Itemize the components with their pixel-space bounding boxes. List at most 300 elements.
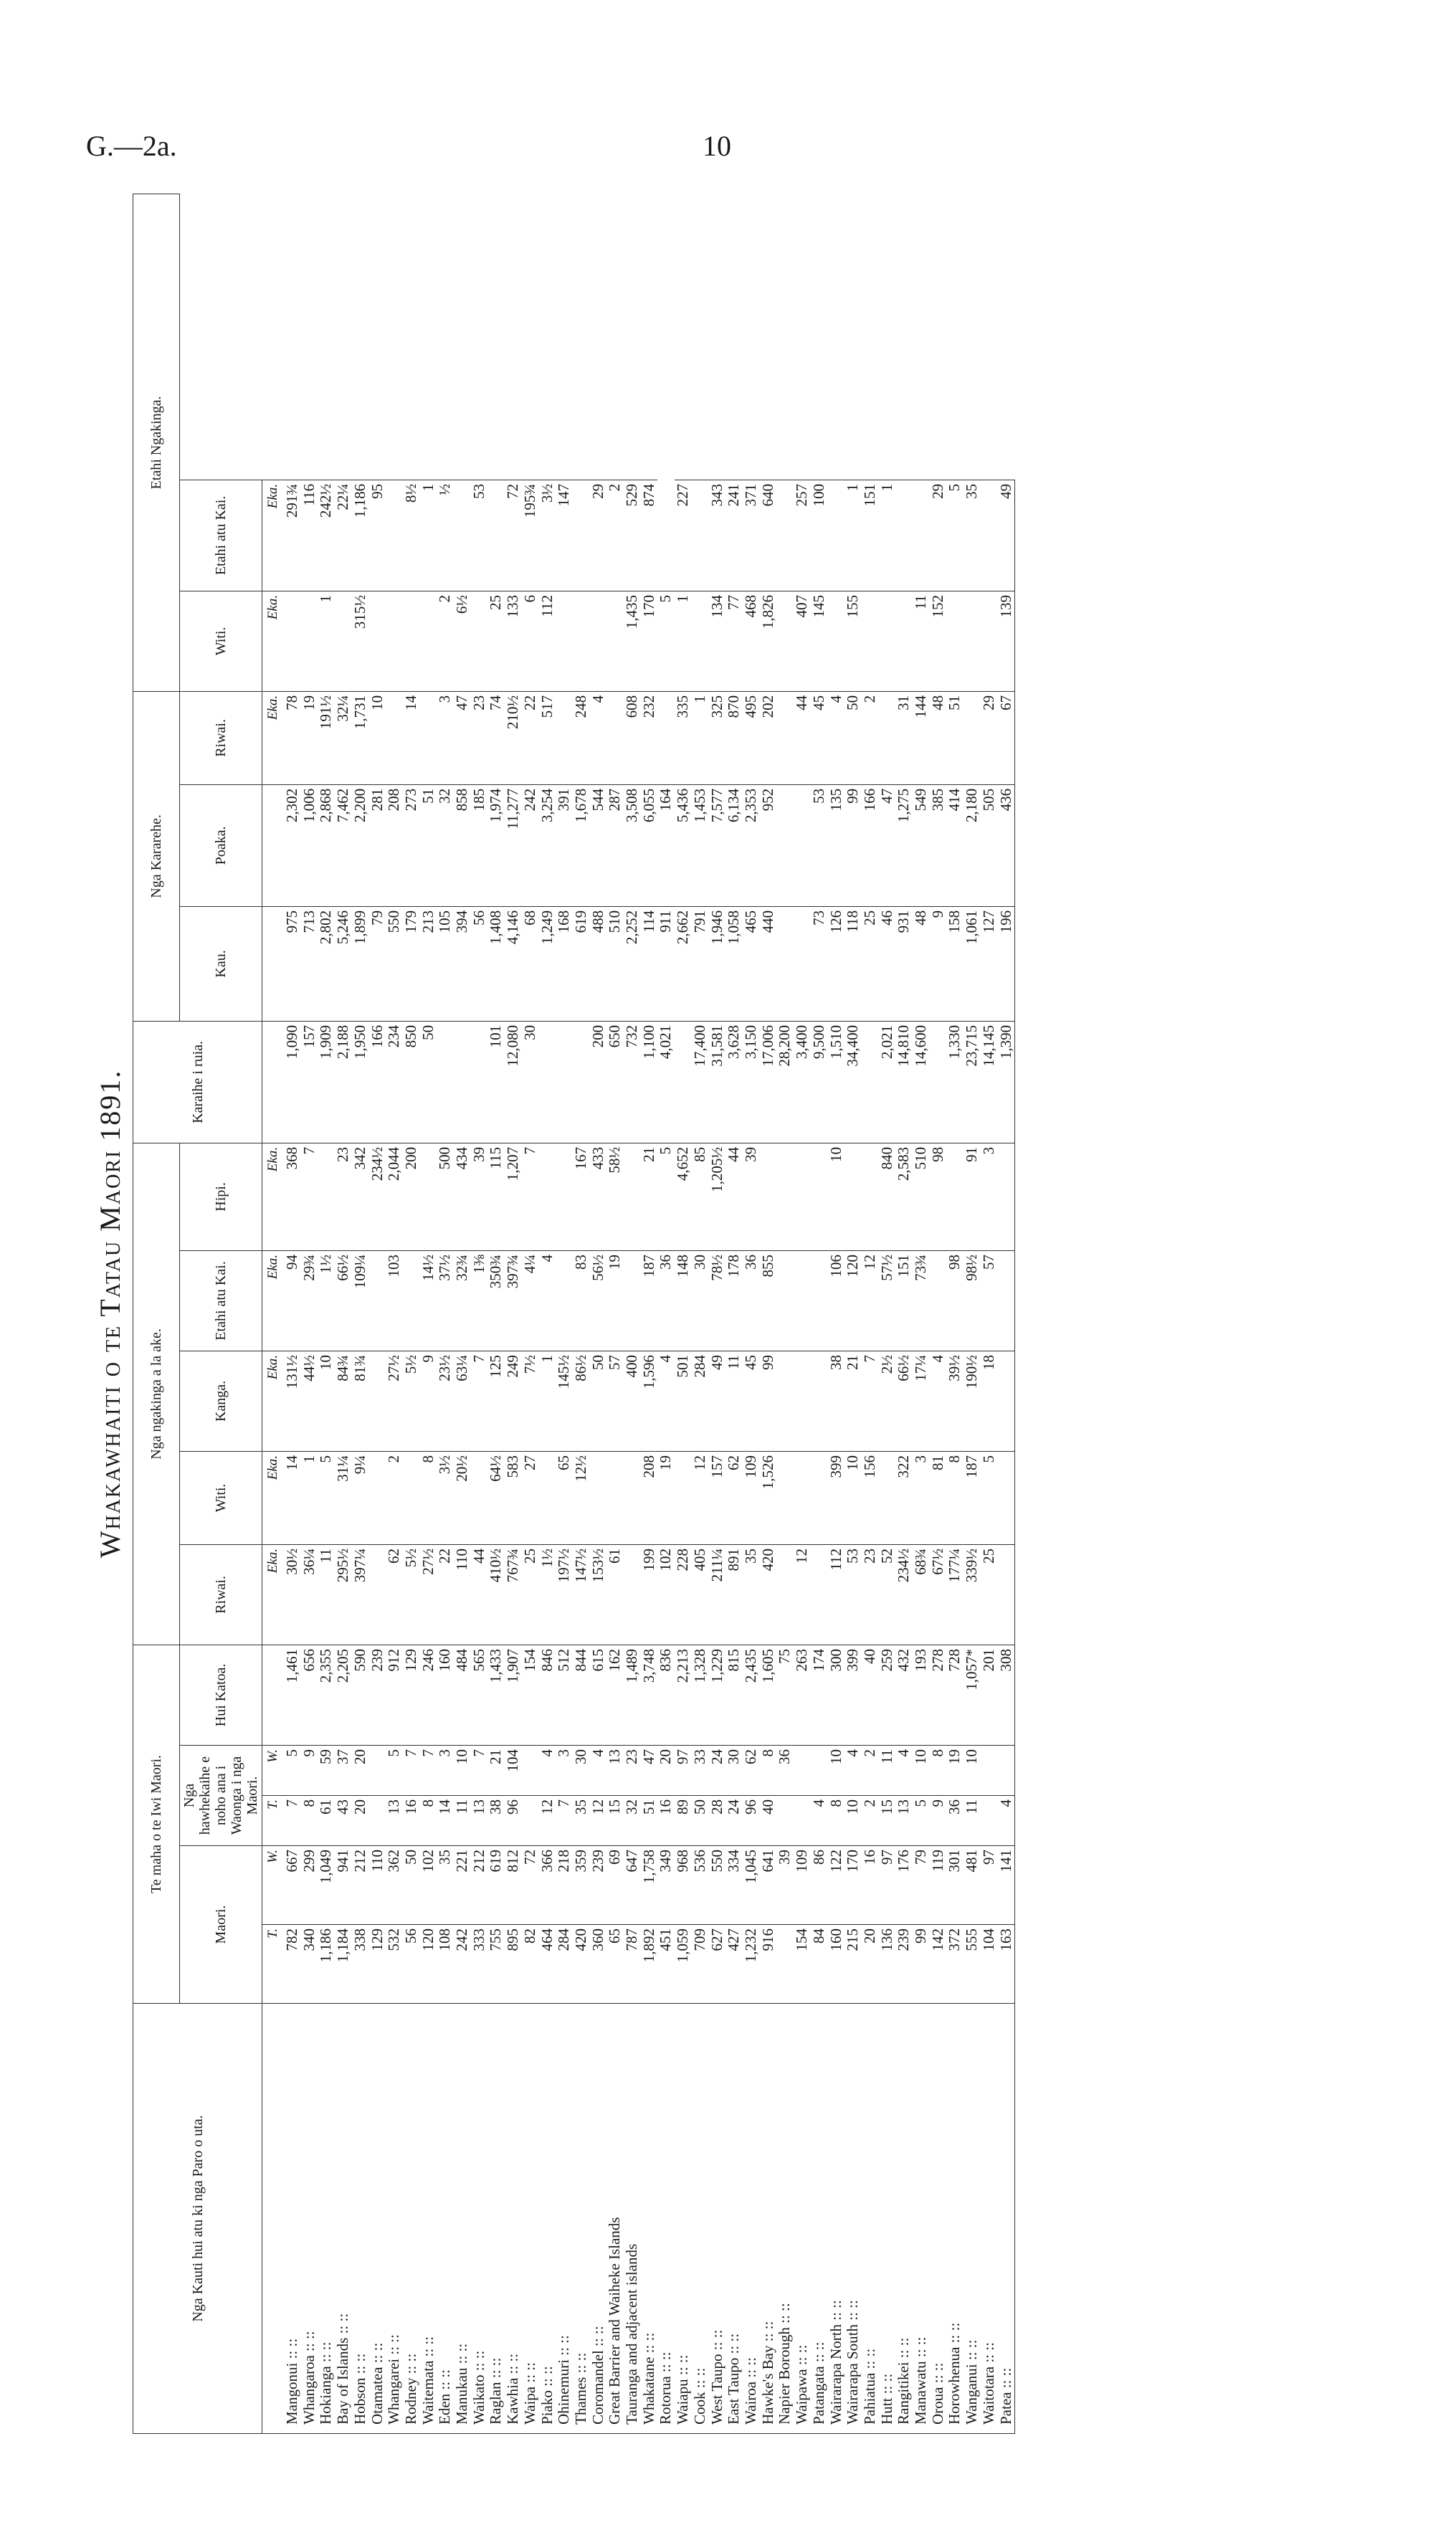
page-reference: G.—2a. bbox=[86, 130, 177, 162]
table-cell: 68 bbox=[522, 906, 539, 1021]
table-cell: 916 bbox=[760, 1925, 777, 2004]
table-cell: 14 bbox=[437, 1796, 454, 1846]
table-cell: 131½ bbox=[284, 1351, 301, 1451]
table-cell: 11 bbox=[454, 1796, 471, 1846]
table-cell: 94 bbox=[284, 1250, 301, 1351]
table-cell: 407 bbox=[794, 591, 811, 691]
table-cell: 164 bbox=[657, 784, 675, 906]
table-cell: 142 bbox=[930, 1925, 947, 2004]
district-name: Kawhia :: :: bbox=[505, 2004, 522, 2434]
table-cell: 278 bbox=[930, 1645, 947, 1745]
table-row bbox=[725, 194, 743, 2434]
table-cell: 98 bbox=[930, 1143, 947, 1250]
table-cell: 1,433 bbox=[487, 1645, 505, 1745]
table-cell: 11 bbox=[913, 591, 930, 691]
table-cell: 1,526 bbox=[760, 1451, 777, 1544]
table-row bbox=[862, 194, 879, 2434]
table-cell: 14,600 bbox=[913, 1021, 930, 1143]
table-cell: 8 bbox=[930, 1746, 947, 1796]
table-cell: 19 bbox=[301, 691, 318, 784]
table-cell: 1⅜ bbox=[471, 1250, 488, 1351]
table-cell: 28 bbox=[709, 1796, 726, 1846]
table-cell: 167 bbox=[573, 1143, 590, 1250]
table-cell: 263 bbox=[794, 1645, 811, 1745]
table-cell bbox=[624, 1544, 641, 1645]
table-cell: 1,090 bbox=[284, 1021, 301, 1143]
table-cell: 67½ bbox=[930, 1544, 947, 1645]
table-cell: 5 bbox=[386, 1746, 403, 1796]
table-cell: 4 bbox=[657, 1351, 675, 1451]
table-cell: 5 bbox=[657, 591, 675, 691]
table-cell: 120 bbox=[420, 1925, 437, 2004]
table-cell: 31,581 bbox=[709, 1021, 726, 1143]
table-cell: 35 bbox=[963, 480, 981, 591]
table-cell: 200 bbox=[590, 1021, 607, 1143]
table-row bbox=[946, 194, 963, 2434]
table-cell: 536 bbox=[692, 1846, 709, 1925]
table-cell: 66½ bbox=[895, 1351, 913, 1451]
district-name: Great Barrier and Waiheke Islands bbox=[606, 2004, 624, 2434]
table-cell bbox=[776, 480, 794, 591]
table-cell: 129 bbox=[369, 1925, 386, 2004]
table-cell: 30½ bbox=[284, 1544, 301, 1645]
district-name: Waikato :: :: bbox=[471, 2004, 488, 2434]
table-cell: 77 bbox=[725, 591, 743, 691]
table-cell: 102 bbox=[657, 1544, 675, 1645]
table-cell: 281 bbox=[369, 784, 386, 906]
table-row bbox=[420, 194, 437, 2434]
table-cell: 334 bbox=[725, 1846, 743, 1925]
district-name: Eden :: :: bbox=[437, 2004, 454, 2434]
table-cell: 10 bbox=[828, 1746, 845, 1796]
table-cell: 65 bbox=[606, 1925, 624, 2004]
table-cell: 14,810 bbox=[895, 1021, 913, 1143]
table-cell: 215 bbox=[844, 1925, 862, 2004]
table-row bbox=[930, 194, 947, 2434]
table-cell: 46 bbox=[879, 906, 896, 1021]
table-cell: 1,950 bbox=[352, 1021, 369, 1143]
table-cell bbox=[692, 480, 709, 591]
table-cell bbox=[828, 480, 845, 591]
table-cell: 5½ bbox=[403, 1544, 420, 1645]
district-name: Patea :: :: bbox=[998, 2004, 1015, 2434]
unit-acres: Eka. bbox=[262, 1544, 285, 1645]
table-cell: 99 bbox=[760, 1351, 777, 1451]
table-cell: 451 bbox=[657, 1925, 675, 2004]
district-name: Bay of Islands :: :: bbox=[335, 2004, 352, 2434]
table-row bbox=[675, 194, 692, 2434]
district-name: Raglan :: :: bbox=[487, 2004, 505, 2434]
table-row bbox=[657, 194, 675, 2434]
district-name: Pahiatua :: :: bbox=[862, 2004, 879, 2434]
table-cell: 855 bbox=[760, 1250, 777, 1351]
table-cell bbox=[556, 691, 573, 784]
table-cell: 212 bbox=[352, 1846, 369, 1925]
table-cell: 44 bbox=[794, 691, 811, 784]
table-row bbox=[369, 194, 386, 2434]
maize-header: Kanga. bbox=[180, 1351, 262, 1451]
table-cell: 7 bbox=[301, 1143, 318, 1250]
table-row bbox=[301, 194, 318, 2434]
table-cell bbox=[862, 1143, 879, 1250]
table-cell: 97 bbox=[879, 1846, 896, 1925]
table-cell bbox=[386, 691, 403, 784]
table-cell: 160 bbox=[437, 1645, 454, 1745]
table-cell: 38 bbox=[487, 1796, 505, 1846]
table-cell bbox=[369, 1544, 386, 1645]
table-cell bbox=[828, 591, 845, 691]
table-cell: 49 bbox=[709, 1351, 726, 1451]
table-cell: 148 bbox=[675, 1250, 692, 1351]
table-cell: 66½ bbox=[335, 1250, 352, 1351]
table-cell: 162 bbox=[606, 1645, 624, 1745]
table-cell: 4 bbox=[590, 691, 607, 784]
table-cell: 163 bbox=[998, 1925, 1015, 2004]
table-cell: 1,758 bbox=[641, 1846, 658, 1925]
table-cell: 5,246 bbox=[335, 906, 352, 1021]
table-cell: 211¼ bbox=[709, 1544, 726, 1645]
table-cell bbox=[794, 1796, 811, 1846]
table-cell: 208 bbox=[386, 784, 403, 906]
table-cell bbox=[776, 784, 794, 906]
table-row bbox=[471, 194, 488, 2434]
table-cell: 208 bbox=[641, 1451, 658, 1544]
table-cell: 10 bbox=[963, 1746, 981, 1796]
table-cell: 39 bbox=[776, 1846, 794, 1925]
table-cell bbox=[573, 1021, 590, 1143]
table-cell: 394 bbox=[454, 906, 471, 1021]
district-name: Manawatu :: :: bbox=[913, 2004, 930, 2434]
table-cell: 1,408 bbox=[487, 906, 505, 1021]
table-cell: 37 bbox=[335, 1746, 352, 1796]
table-cell: 912 bbox=[386, 1645, 403, 1745]
table-cell: 7 bbox=[420, 1746, 437, 1796]
table-cell: 145½ bbox=[556, 1351, 573, 1451]
table-cell: 136 bbox=[879, 1925, 896, 2004]
table-cell bbox=[776, 591, 794, 691]
district-name: Hawke's Bay :: :: bbox=[760, 2004, 777, 2434]
table-cell bbox=[981, 591, 998, 691]
table-cell: 156 bbox=[862, 1451, 879, 1544]
halfcaste-header: Nga hawhekaihe e noho ana i Waonga i nga Maori. bbox=[180, 1746, 262, 1846]
table-cell bbox=[794, 1143, 811, 1250]
table-cell: 191½ bbox=[318, 691, 335, 784]
table-cell: 2,662 bbox=[675, 906, 692, 1021]
table-cell: 20 bbox=[352, 1746, 369, 1796]
table-cell: 78 bbox=[284, 691, 301, 784]
table-cell: 517 bbox=[539, 691, 556, 784]
table-cell: 115 bbox=[487, 1143, 505, 1250]
table-cell: 2 bbox=[606, 480, 624, 591]
table-row bbox=[743, 194, 760, 2434]
table-cell: 2,353 bbox=[743, 784, 760, 906]
table-cell: 108 bbox=[437, 1925, 454, 2004]
table-cell: 1 bbox=[692, 691, 709, 784]
table-cell: 1,059 bbox=[675, 1925, 692, 2004]
table-cell: 232 bbox=[641, 691, 658, 784]
table-cell: 1 bbox=[318, 591, 335, 691]
table-cell: 640 bbox=[760, 480, 777, 591]
table-cell: 174 bbox=[811, 1645, 828, 1745]
table-cell: 23 bbox=[862, 1544, 879, 1645]
table-cell: 10 bbox=[828, 1143, 845, 1250]
table-cell: 44½ bbox=[301, 1351, 318, 1451]
table-cell bbox=[963, 691, 981, 784]
table-cell: 157 bbox=[709, 1451, 726, 1544]
table-cell bbox=[981, 480, 998, 591]
table-cell: 25 bbox=[981, 1544, 998, 1645]
table-cell: 427 bbox=[725, 1925, 743, 2004]
table-cell: 1,605 bbox=[760, 1645, 777, 1745]
table-cell: 100 bbox=[811, 480, 828, 591]
table-cell: 2 bbox=[862, 691, 879, 784]
table-cell: 122 bbox=[828, 1846, 845, 1925]
table-cell: 39 bbox=[471, 1143, 488, 1250]
table-cell: 360 bbox=[590, 1925, 607, 2004]
table-cell: 45 bbox=[811, 691, 828, 784]
table-cell: 608 bbox=[624, 691, 641, 784]
table-cell bbox=[946, 591, 963, 691]
table-cell: 713 bbox=[301, 906, 318, 1021]
table-cell: 78½ bbox=[709, 1250, 726, 1351]
table-cell bbox=[675, 1021, 692, 1143]
table-cell: 109 bbox=[794, 1846, 811, 1925]
table-cell bbox=[879, 691, 896, 784]
table-row bbox=[522, 194, 539, 2434]
table-cell: 21 bbox=[844, 1351, 862, 1451]
district-name: Hokianga :: :: bbox=[318, 2004, 335, 2434]
table-row bbox=[811, 194, 828, 2434]
table-cell bbox=[862, 591, 879, 691]
table-cell: 2½ bbox=[879, 1351, 896, 1451]
table-cell: 59 bbox=[318, 1746, 335, 1796]
table-cell: 1,909 bbox=[318, 1021, 335, 1143]
table-cell: 787 bbox=[624, 1925, 641, 2004]
table-cell bbox=[606, 591, 624, 691]
table-cell: 154 bbox=[794, 1925, 811, 2004]
district-name: Rodney :: :: bbox=[403, 2004, 420, 2434]
table-row bbox=[692, 194, 709, 2434]
district-name: Thames :: :: bbox=[573, 2004, 590, 2434]
table-row bbox=[505, 194, 522, 2434]
table-cell: 23,715 bbox=[963, 1021, 981, 1143]
table-cell bbox=[403, 1250, 420, 1351]
table-cell: 9 bbox=[301, 1746, 318, 1796]
table-cell: 134 bbox=[709, 591, 726, 691]
table-cell: 432 bbox=[895, 1645, 913, 1745]
table-cell bbox=[776, 1451, 794, 1544]
district-name: Waipawa :: :: bbox=[794, 2004, 811, 2434]
table-cell: 284 bbox=[556, 1925, 573, 2004]
table-cell: 68¾ bbox=[913, 1544, 930, 1645]
district-name: Manukau :: :: bbox=[454, 2004, 471, 2434]
table-cell bbox=[369, 1351, 386, 1451]
table-cell: 650 bbox=[606, 1021, 624, 1143]
table-cell: 1,390 bbox=[998, 1021, 1015, 1143]
table-cell bbox=[776, 1250, 794, 1351]
table-cell bbox=[606, 691, 624, 784]
table-cell: 510 bbox=[606, 906, 624, 1021]
table-cell: 8 bbox=[946, 1451, 963, 1544]
table-cell: 1,061 bbox=[963, 906, 981, 1021]
table-cell: 3 bbox=[913, 1451, 930, 1544]
table-cell: 583 bbox=[505, 1451, 522, 1544]
table-cell: 11 bbox=[963, 1796, 981, 1846]
unit-acres: Eka. bbox=[262, 591, 285, 691]
table-cell: 6,134 bbox=[725, 784, 743, 906]
table-cell: 1,826 bbox=[760, 591, 777, 691]
table-cell bbox=[692, 591, 709, 691]
units-row bbox=[262, 194, 285, 2434]
table-cell bbox=[811, 1143, 828, 1250]
table-cell: 9 bbox=[420, 1351, 437, 1451]
table-cell bbox=[811, 1250, 828, 1351]
table-cell: 359 bbox=[573, 1846, 590, 1925]
table-cell: 1 bbox=[301, 1451, 318, 1544]
table-cell bbox=[437, 1021, 454, 1143]
table-cell: 767¾ bbox=[505, 1544, 522, 1645]
district-name: Whangarei :: :: bbox=[386, 2004, 403, 2434]
table-cell: 31¼ bbox=[335, 1451, 352, 1544]
table-cell: 2,188 bbox=[335, 1021, 352, 1143]
table-cell: 213 bbox=[420, 906, 437, 1021]
table-cell: 30 bbox=[522, 1021, 539, 1143]
table-cell: 350¾ bbox=[487, 1250, 505, 1351]
table-cell: 284 bbox=[692, 1351, 709, 1451]
table-cell: 505 bbox=[981, 784, 998, 906]
table-cell: 1½ bbox=[318, 1250, 335, 1351]
table-cell: 105 bbox=[437, 906, 454, 1021]
table-cell: 104 bbox=[981, 1925, 998, 2004]
table-cell: 14 bbox=[284, 1451, 301, 1544]
table-cell: 85 bbox=[692, 1143, 709, 1250]
table-cell: 3 bbox=[437, 691, 454, 784]
table-cell: 10 bbox=[318, 1351, 335, 1451]
table-cell: 2 bbox=[437, 591, 454, 691]
table-cell: 340 bbox=[301, 1925, 318, 2004]
table-cell: 69 bbox=[606, 1846, 624, 1925]
unit-male: T. bbox=[262, 1925, 285, 2004]
table-cell: 49 bbox=[998, 480, 1015, 591]
table-cell: 248 bbox=[573, 691, 590, 784]
table-cell: 1,731 bbox=[352, 691, 369, 784]
table-cell: 239 bbox=[590, 1846, 607, 1925]
table-cell: 619 bbox=[487, 1846, 505, 1925]
table-cell: 1,892 bbox=[641, 1925, 658, 2004]
table-cell: 434 bbox=[454, 1143, 471, 1250]
table-cell: 119 bbox=[930, 1846, 947, 1925]
table-cell: 488 bbox=[590, 906, 607, 1021]
table-cell: 110 bbox=[369, 1846, 386, 1925]
table-cell: 72 bbox=[522, 1846, 539, 1925]
table-cell: 342 bbox=[352, 1143, 369, 1250]
table-cell: 34,400 bbox=[844, 1021, 862, 1143]
table-cell: 590 bbox=[352, 1645, 369, 1745]
table-cell: 335 bbox=[675, 691, 692, 784]
table-cell bbox=[454, 480, 471, 591]
page-number: 10 bbox=[703, 130, 731, 162]
table-title: Whakawhaiti o te Tatau Maori 1891. bbox=[94, 1069, 126, 1559]
table-cell: 57 bbox=[981, 1250, 998, 1351]
table-cell: 10 bbox=[844, 1796, 862, 1846]
table-cell: 4 bbox=[811, 1796, 828, 1846]
table-cell: 12 bbox=[692, 1451, 709, 1544]
table-cell: 4 bbox=[998, 1796, 1015, 1846]
table-cell: 2,180 bbox=[963, 784, 981, 906]
table-cell: 300 bbox=[828, 1645, 845, 1745]
table-row bbox=[606, 194, 624, 2434]
table-cell: 529 bbox=[624, 480, 641, 591]
table-cell: 24 bbox=[709, 1746, 726, 1796]
table-cell: 1,186 bbox=[318, 1925, 335, 2004]
other-food-crops-header: Etahi atu Kai. bbox=[180, 480, 262, 591]
district-name: West Taupo :: :: bbox=[709, 2004, 726, 2434]
table-cell: 29¾ bbox=[301, 1250, 318, 1351]
table-cell: 72 bbox=[505, 480, 522, 591]
table-cell: 84¾ bbox=[335, 1351, 352, 1451]
table-cell: 627 bbox=[709, 1925, 726, 2004]
table-cell: 10 bbox=[913, 1746, 930, 1796]
table-cell bbox=[318, 1143, 335, 1250]
table-cell: 129 bbox=[403, 1645, 420, 1745]
table-cell: 91 bbox=[963, 1143, 981, 1250]
table-cell: 366 bbox=[539, 1846, 556, 1925]
district-name: Whangaroa :: :: bbox=[301, 2004, 318, 2434]
table-cell: 32¼ bbox=[335, 691, 352, 784]
table-cell: 14½ bbox=[420, 1250, 437, 1351]
table-cell: 1,678 bbox=[573, 784, 590, 906]
district-name: Tauranga and adjacent islands bbox=[624, 2004, 641, 2434]
table-cell: 372 bbox=[946, 1925, 963, 2004]
table-cell: 29 bbox=[590, 480, 607, 591]
table-cell: 185 bbox=[471, 784, 488, 906]
table-cell: 196 bbox=[998, 906, 1015, 1021]
table-cell bbox=[794, 1250, 811, 1351]
table-cell: 110 bbox=[454, 1544, 471, 1645]
table-cell bbox=[454, 1021, 471, 1143]
table-cell: 1,207 bbox=[505, 1143, 522, 1250]
table-cell: 29 bbox=[981, 691, 998, 784]
table-cell: 2,252 bbox=[624, 906, 641, 1021]
table-cell: 13 bbox=[606, 1746, 624, 1796]
table-cell: 125 bbox=[487, 1351, 505, 1451]
table-cell: 170 bbox=[641, 591, 658, 691]
table-cell bbox=[539, 1451, 556, 1544]
table-cell: 40 bbox=[862, 1645, 879, 1745]
table-cell: 13 bbox=[386, 1796, 403, 1846]
table-cell bbox=[522, 1746, 539, 1796]
table-cell: 952 bbox=[760, 784, 777, 906]
table-row bbox=[386, 194, 403, 2434]
table-cell: 7,462 bbox=[335, 784, 352, 906]
table-cell: 36 bbox=[657, 1250, 675, 1351]
rotated-census-table bbox=[94, 194, 1323, 2434]
table-cell: 420 bbox=[760, 1544, 777, 1645]
district-header: Nga Kauti hui atu ki nga Paro o uta. bbox=[133, 2004, 262, 2434]
other-food-header: Etahi atu Kai. bbox=[180, 1250, 262, 1351]
table-cell bbox=[776, 1925, 794, 2004]
table-cell: 218 bbox=[556, 1846, 573, 1925]
table-cell: 27½ bbox=[386, 1351, 403, 1451]
table-cell bbox=[794, 906, 811, 1021]
table-cell: 550 bbox=[386, 906, 403, 1021]
table-cell: 234 bbox=[386, 1021, 403, 1143]
table-cell: 86 bbox=[811, 1846, 828, 1925]
table-cell: 1,049 bbox=[318, 1846, 335, 1925]
table-cell: 343 bbox=[709, 480, 726, 591]
table-cell: 755 bbox=[487, 1925, 505, 2004]
table-cell: 12 bbox=[794, 1544, 811, 1645]
